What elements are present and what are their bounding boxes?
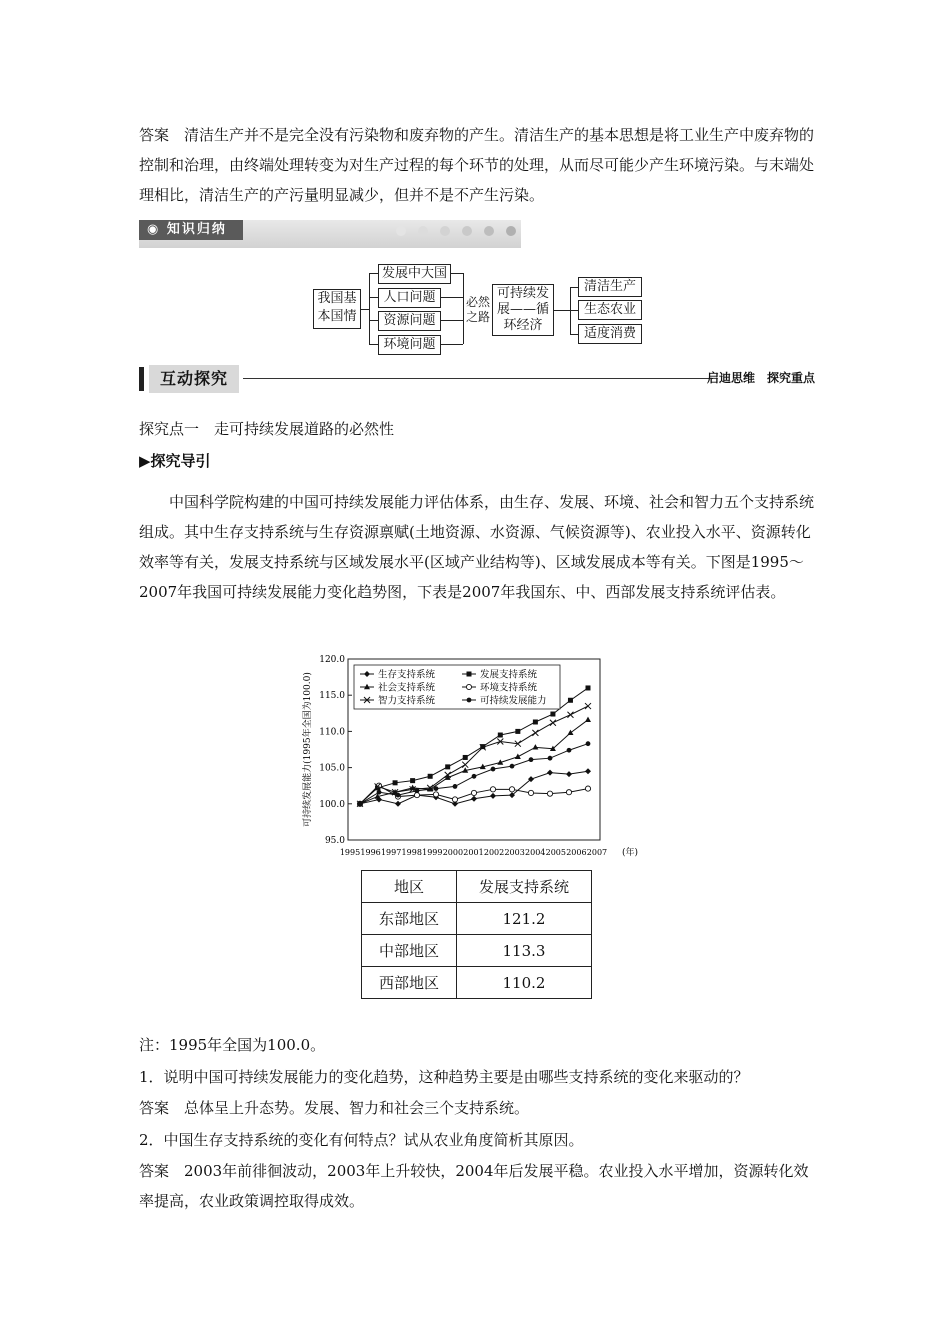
data-point bbox=[585, 717, 591, 722]
x-tick-label: 2000 bbox=[442, 848, 464, 857]
x-tick-label: 2007 bbox=[586, 848, 608, 857]
data-point bbox=[586, 741, 591, 746]
data-point bbox=[358, 801, 363, 806]
answer-1: 答案 总体呈上升态势。发展、智力和社会三个支持系统。 bbox=[139, 1099, 530, 1117]
data-point bbox=[548, 756, 553, 761]
data-point bbox=[528, 790, 533, 795]
data-point bbox=[568, 698, 573, 703]
data-point bbox=[415, 788, 420, 793]
table-cell: 东部地区 bbox=[362, 903, 457, 935]
concept-result: 清洁生产 bbox=[578, 277, 642, 297]
x-tick-label: 2006 bbox=[566, 848, 587, 857]
data-point bbox=[550, 720, 556, 726]
legend-marker bbox=[467, 698, 472, 703]
legend-label: 环境支持系统 bbox=[480, 682, 538, 694]
data-point bbox=[567, 730, 573, 735]
section-title: 互动探究 bbox=[149, 365, 239, 393]
x-tick-label: 1995 bbox=[339, 848, 361, 857]
data-point bbox=[396, 793, 401, 798]
data-point bbox=[377, 790, 382, 795]
y-tick-label: 115.0 bbox=[319, 691, 345, 702]
data-point bbox=[566, 790, 571, 795]
data-point bbox=[585, 703, 591, 709]
table-cell: 西部地区 bbox=[362, 967, 457, 999]
legend-marker bbox=[467, 672, 472, 677]
section-header bbox=[139, 365, 815, 393]
data-point bbox=[462, 762, 468, 768]
table-header: 发展支持系统 bbox=[457, 871, 592, 903]
data-point bbox=[414, 793, 419, 798]
data-point bbox=[428, 774, 433, 779]
data-point bbox=[445, 764, 450, 769]
x-tick-label: 1998 bbox=[401, 848, 422, 857]
region-table bbox=[361, 870, 592, 999]
x-tick-label: 2001 bbox=[463, 848, 484, 857]
answer-2: 答案 2003年前徘徊波动，2003年上升较快，2004年后发展平稳。农业投入水平增加，资源转化效率提高，农业政策调控取得成效。 bbox=[139, 1162, 809, 1210]
y-tick-label: 120.0 bbox=[319, 655, 345, 665]
legend-label: 发展支持系统 bbox=[480, 669, 538, 681]
data-point bbox=[567, 712, 573, 718]
data-point bbox=[585, 786, 590, 791]
data-point bbox=[453, 784, 458, 789]
question-2: 2．中国生存支持系统的变化有何特点？试从农业角度简析其原因。 bbox=[139, 1131, 584, 1149]
data-point bbox=[410, 778, 415, 783]
concept-item: 资源问题 bbox=[378, 311, 441, 331]
table-row bbox=[362, 967, 592, 999]
data-point bbox=[490, 787, 495, 792]
data-point bbox=[498, 733, 503, 738]
y-tick-label: 100.0 bbox=[319, 799, 345, 810]
data-point bbox=[515, 729, 520, 734]
series-line-4 bbox=[360, 706, 588, 804]
x-tick-label: 2002 bbox=[483, 848, 505, 857]
concept-item: 发展中大国 bbox=[378, 264, 451, 284]
x-axis-label: (年) bbox=[622, 848, 639, 858]
data-point bbox=[510, 764, 515, 769]
legend-label: 社会支持系统 bbox=[378, 682, 436, 694]
data-point bbox=[586, 685, 591, 690]
data-point bbox=[472, 774, 477, 779]
table-cell: 121.2 bbox=[457, 903, 592, 935]
data-point bbox=[491, 767, 496, 772]
data-point bbox=[585, 768, 591, 774]
answer-paragraph: 答案 清洁生产并不是完全没有污染物和废弃物的产生。清洁生产的基本思想是将工业生产中废弃物的控制和治理，由终端处理转变为对生产过程的每个环节的处理，从而尽可能少产生环境污染。与末端处理相比，清洁生产的产污量明显减少，但并不是不产生污染。 bbox=[139, 126, 815, 204]
data-point bbox=[471, 790, 476, 795]
concept-result: 生态农业 bbox=[578, 300, 642, 320]
y-tick-label: 95.0 bbox=[324, 836, 345, 846]
data-point bbox=[452, 797, 457, 802]
x-tick-label: 2004 bbox=[525, 848, 546, 857]
data-point bbox=[566, 771, 572, 777]
y-tick-label: 105.0 bbox=[319, 763, 345, 774]
data-point bbox=[434, 786, 439, 791]
data-point bbox=[532, 744, 538, 749]
data-point bbox=[490, 793, 496, 799]
x-tick-label: 1997 bbox=[380, 848, 402, 857]
question-1: 1．说明中国可持续发展能力的变化趋势，这种趋势主要是由哪些支持系统的变化来驱动的？ bbox=[139, 1068, 749, 1086]
legend-label: 可持续发展能力 bbox=[480, 695, 547, 707]
legend-label: 生存支持系统 bbox=[378, 669, 436, 681]
data-point bbox=[567, 748, 572, 753]
data-point bbox=[463, 755, 468, 760]
concept-root: 我国基 本国情 bbox=[313, 289, 361, 329]
play-icon: ▶ bbox=[139, 452, 151, 470]
concept-center: 可持续发 展——循 环经济 bbox=[492, 284, 554, 336]
table-row bbox=[362, 935, 592, 967]
banner-title: ◉ 知识归纳 bbox=[139, 220, 243, 240]
section-subtitle: 启迪思维 探究重点 bbox=[706, 371, 815, 385]
sustainability-chart bbox=[296, 650, 666, 864]
data-point bbox=[532, 730, 538, 736]
data-point bbox=[547, 770, 553, 776]
table-row bbox=[362, 903, 592, 935]
point-title: 探究点一 走可持续发展道路的必然性 bbox=[139, 420, 395, 438]
guide-heading: ▶探究导引 bbox=[139, 452, 211, 470]
data-point bbox=[550, 712, 555, 717]
table-cell: 113.3 bbox=[457, 935, 592, 967]
concept-item: 人口问题 bbox=[378, 288, 441, 308]
y-axis-label: 可持续发展能力(1995年全国为100.0) bbox=[303, 672, 313, 827]
data-point bbox=[547, 791, 552, 796]
x-tick-label: 2003 bbox=[504, 848, 525, 857]
concept-link: 必然 之路 bbox=[466, 295, 491, 324]
concept-item: 环境问题 bbox=[378, 335, 441, 355]
table-cell: 中部地区 bbox=[362, 935, 457, 967]
table-header: 地区 bbox=[362, 871, 457, 903]
data-point bbox=[393, 780, 398, 785]
x-tick-label: 2005 bbox=[545, 848, 566, 857]
y-tick-label: 110.0 bbox=[319, 727, 345, 738]
legend-marker bbox=[466, 684, 471, 689]
x-tick-label: 1999 bbox=[422, 848, 443, 857]
data-point bbox=[395, 801, 401, 807]
data-point bbox=[509, 787, 514, 792]
x-tick-label: 1996 bbox=[360, 848, 381, 857]
data-point bbox=[529, 757, 534, 762]
data-point bbox=[433, 792, 438, 797]
data-point bbox=[471, 796, 477, 802]
legend-label: 智力支持系统 bbox=[378, 695, 436, 707]
data-point bbox=[533, 719, 538, 724]
note: 注：1995年全国为100.0。 bbox=[139, 1036, 326, 1054]
intro-paragraph: 中国科学院构建的中国可持续发展能力评估体系，由生存、发展、环境、社会和智力五个支持系统组成。其中生存支持系统与生存资源禀赋(土地资源、水资源、气候资源等)、农业投入水平、资源转化效率等有关，发展支持系统与区域发展水平(区域产业结构等)、区域发展成本等有关。下图是1995～2007年我国可持续发展能力变化趋势图，下表是2007年我国东、中、西部发展支持系统评估表。 bbox=[139, 493, 815, 601]
table-cell: 110.2 bbox=[457, 967, 592, 999]
data-point bbox=[515, 754, 521, 759]
concept-result: 适度消费 bbox=[578, 324, 642, 344]
table-header-row bbox=[362, 871, 592, 903]
